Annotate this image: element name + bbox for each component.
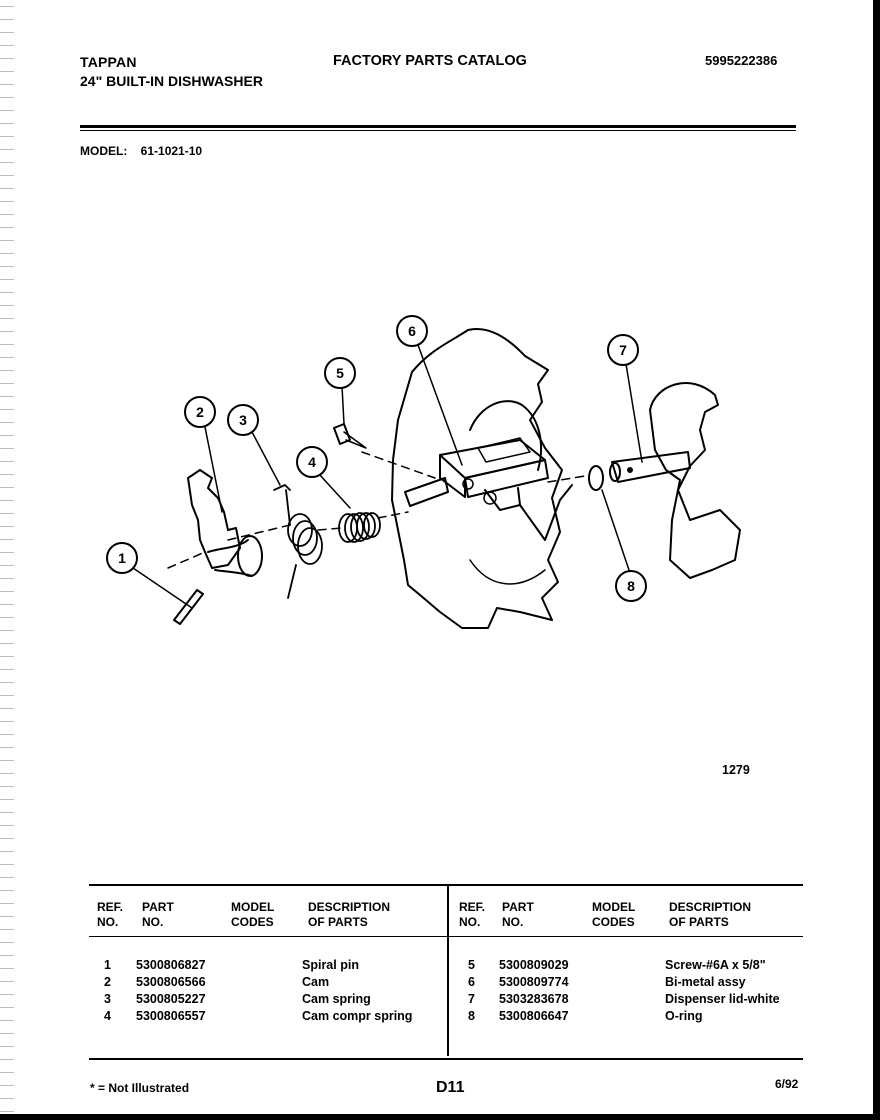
ref-no: 8 [468,1009,475,1023]
dispenser-housing [392,329,562,628]
header-ref-no: REF. NO. [459,900,486,929]
table-row [89,992,447,1009]
brand-name: TAPPAN [80,54,137,70]
header-ref-no: REF. NO. [97,900,124,929]
date-code: 6/92 [775,1077,799,1091]
parts-table [89,884,803,1060]
product-subtitle: 24" BUILT-IN DISHWASHER [80,73,263,89]
ref-no: 5 [468,958,475,972]
header-part-no: PART NO. [142,900,174,929]
model-value: 61-1021-10 [140,144,203,158]
part-no: 5300806566 [136,975,206,989]
header-description: DESCRIPTION OF PARTS [308,900,391,929]
ref-no: 7 [468,992,475,1006]
callout-label: 3 [239,412,247,428]
cam-compr-spring [339,513,380,542]
part-no: 5300809774 [499,975,569,989]
parts-rows-left [89,958,447,1026]
part-no: 5300806647 [499,1009,569,1023]
dispenser-lid [650,383,740,578]
part-no: 5300805227 [136,992,206,1006]
page-code: D11 [436,1079,465,1096]
footnote: * = Not Illustrated [90,1081,190,1095]
callouts [107,316,646,601]
callout-label: 1 [118,550,126,566]
header-description: DESCRIPTION OF PARTS [669,900,752,929]
description: O-ring [665,1009,703,1023]
description: Screw-#6A x 5/8" [665,958,766,972]
table-column-divider [447,886,449,1056]
table-row [89,1009,447,1026]
housing-inner-arc [470,401,541,470]
table-row [89,958,447,975]
cam [188,470,262,576]
screw [334,424,366,448]
callout-label: 4 [308,454,316,470]
description: Bi-metal assy [665,975,746,989]
housing-inner-arc-2 [470,560,545,584]
parts-rows-right [451,958,803,1026]
table-row [451,958,803,975]
part-no: 5300809029 [499,958,569,972]
catalog-number: 5995222386 [705,53,778,68]
callout-label: 6 [408,323,416,339]
header-model-codes: MODEL CODES [231,900,275,929]
table-row [451,975,803,992]
part-no: 5300806827 [136,958,206,972]
spiral-pin [174,590,203,624]
table-row [451,992,803,1009]
description: Spiral pin [302,958,359,972]
callout-label: 2 [196,404,204,420]
table-row [89,975,447,992]
description: Cam compr spring [302,1009,413,1023]
description: Dispenser lid-white [665,992,780,1006]
description: Cam [302,975,330,989]
description: Cam spring [302,992,371,1006]
model-label: MODEL: [80,144,128,158]
bimetal-assembly [405,438,572,540]
cam-spring [274,485,322,598]
callout-label: 7 [619,342,627,358]
ref-no: 4 [104,1009,111,1023]
header-model-codes: MODEL CODES [592,900,636,929]
table-row [451,1009,803,1026]
catalog-title: FACTORY PARTS CATALOG [333,53,527,69]
ref-no: 3 [104,992,111,1006]
parts-table-left [89,886,447,1056]
parts-table-right [451,886,803,1056]
callout-label: 5 [336,365,344,381]
part-no: 5300806557 [136,1009,206,1023]
callout-label: 8 [627,578,635,594]
o-ring [589,466,603,490]
ref-no: 6 [468,975,475,989]
ref-no: 1 [104,958,111,972]
part-no: 5303283678 [499,992,569,1006]
ref-no: 2 [104,975,111,989]
diagram-number: 1279 [722,763,750,777]
header-part-no: PART NO. [502,900,534,929]
